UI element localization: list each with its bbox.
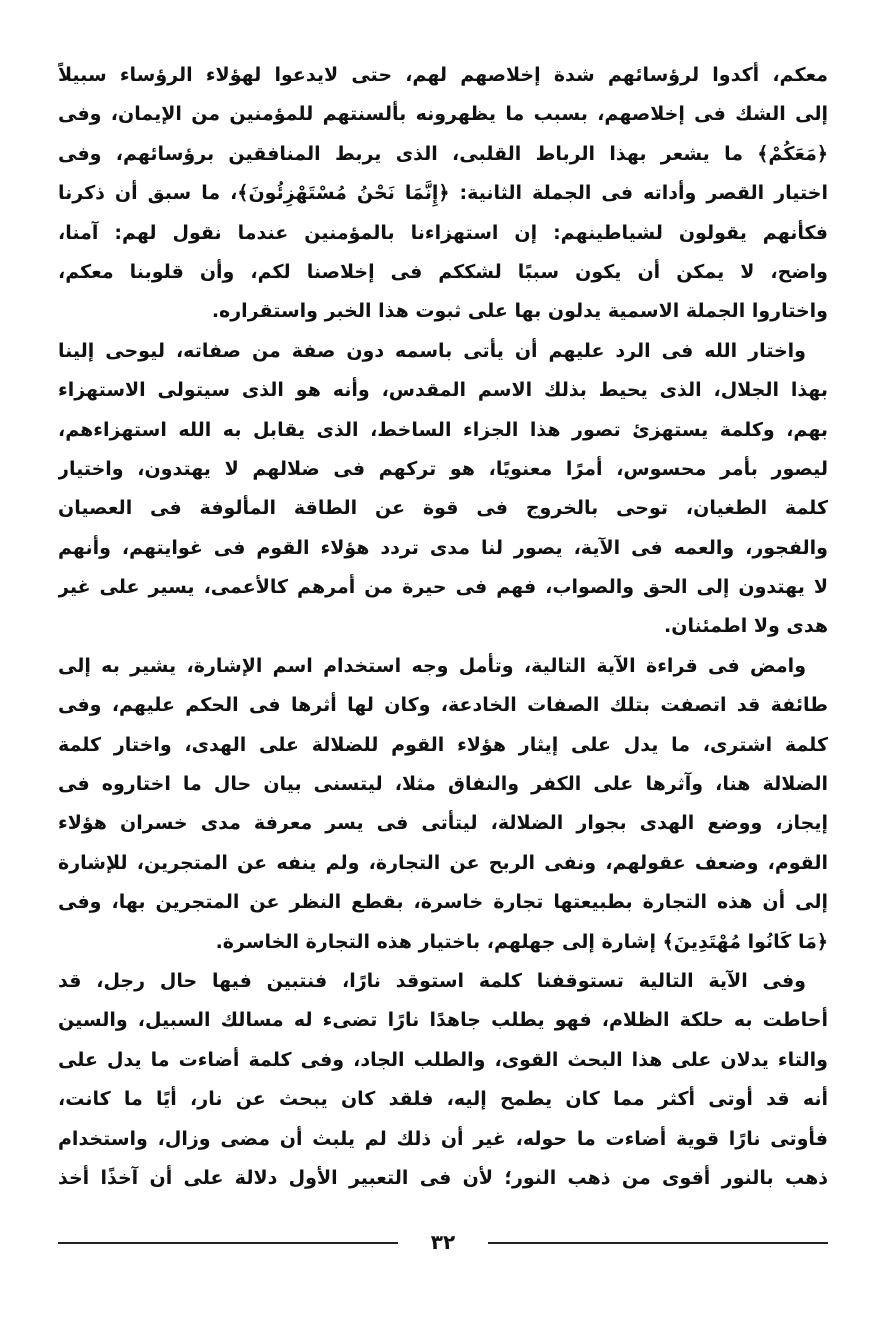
text-line: وامض فى قراءة الآية التالية، وتأمل وجه استخدام اسم الإشارة، يشير به إلى — [58, 654, 806, 677]
text-line: واضح، لا يمكن أن يكون سببًا لشككم فى إخلاصنا لكم، وأن قلوبنا معكم، — [58, 260, 828, 283]
text-line: بهذا الجلال، الذى يحيط بذلك الاسم المقدس، وأنه هو الذى سيتولى الاستهزاء — [58, 379, 828, 402]
body-text — [58, 56, 828, 1198]
text-line: إلى أن هذه التجارة بطبيعتها تجارة خاسرة، بقطع النظر عن المتجرين بها، وفى — [58, 891, 828, 914]
text-line: إلى الشك فى إخلاصهم، بسبب ما يظهرونه بألسنتهم للمؤمنين من الإيمان، وفى — [58, 103, 828, 126]
text-line: معكم، أكدوا لرؤسائهم شدة إخلاصهم لهم، حتى لايدعوا لهؤلاء الرؤساء سبيلاً — [58, 64, 828, 86]
text-line: ليصور بأمر محسوس، أمرًا معنويًا، هو تركهم فى ضلالهم لا يهتدون، واختيار — [58, 457, 828, 480]
text-line: أنه قد أوتى أكثر مما كان يطمح إليه، فلقد كان يبحث عن نار، أيًا ما كانت، — [58, 1088, 828, 1111]
text-line: بهم، وكلمة يستهزئ تصور هذا الجزاء الساخط، الذى يقابل به الله استهزاءهم، — [58, 418, 828, 441]
page-number: ٣٢ — [430, 1230, 456, 1254]
text-line: كلمة الطغيان، توحى بالخروج فى قوة عن الطاقة المألوفة فى العصيان — [58, 497, 828, 520]
page-footer — [58, 1228, 828, 1258]
text-line: كلمة اشترى، ما يدل على إيثار هؤلاء القوم للضلالة على الهدى، واختار كلمة — [58, 733, 828, 756]
text-line: لا يهتدون إلى الحق والصواب، فهم فى حيرة من أمرهم كالأعمى، يسير على غير — [58, 576, 828, 599]
text-line: ﴿مَعَكُمْ﴾ ما يشعر بهذا الرباط القلبى، الذى يربط المنافقين برؤسائهم، وفى — [58, 142, 828, 165]
text-line: القوم، وضعف عقولهم، ونفى الربح عن التجارة، ولم ينفه عن المتجرين، للإشارة — [58, 851, 828, 874]
text-line: وفى الآية التالية تستوقفنا كلمة استوقد نارًا، فنتبين فيها حال رجل، قد — [58, 969, 806, 992]
text-line: ﴿مَا كَانُوا مُهْتَدِينَ﴾ إشارة إلى جهلهم، باختيار هذه التجارة الخاسرة. — [215, 930, 828, 953]
text-line: هدى ولا اطمئنان. — [664, 615, 828, 638]
text-line: ذهب بالنور أقوى من ذهب النور؛ لأن فى التعبير الأول دلالة على أن آخذًا أخذ — [58, 1166, 828, 1189]
text-line: أحاطت به حلكة الظلام، فهو يطلب جاهدًا نارًا تضىء له مسالك السبيل، والسين — [58, 1009, 828, 1032]
text-line: طائفة قد اتصفت بتلك الصفات الخادعة، وكان لها أثرها فى الحكم عليهم، وفى — [58, 694, 828, 717]
text-line: الضلالة هنا، وآثرها على الكفر والنفاق مثلا، ليتسنى بيان حال ما اختاروه فى — [58, 773, 828, 796]
text-line: فكأنهم يقولون لشياطينهم: إن استهزاءنا بالمؤمنين عندما نقول لهم: آمنا، — [58, 221, 828, 244]
text-line: اختيار القصر وأداته فى الجملة الثانية: ﴿إِنَّمَا نَحْنُ مُسْتَهْزِئُونَ﴾، ما سبق أن ذكرنا — [58, 182, 828, 205]
text-line: إيجاز، ووضع الهدى بجوار الضلالة، ليتأتى فى يسر معرفة مدى خسران هؤلاء — [58, 812, 828, 835]
text-line: واختاروا الجملة الاسمية يدلون بها على ثبوت هذا الخبر واستقراره. — [211, 300, 828, 323]
text-line: والفجور، والعمه فى الآية، يصور لنا مدى تردد هؤلاء القوم فى غوايتهم، وأنهم — [58, 536, 828, 559]
text-line: واختار الله فى الرد عليهم أن يأتى باسمه دون صفة من صفاته، ليوحى إلينا — [58, 339, 806, 362]
text-line: والتاء يدلان على هذا البحث القوى، والطلب الجاد، وفى كلمة أضاءت ما يدل على — [58, 1048, 828, 1071]
footer-rule-left — [58, 1242, 398, 1244]
footer-rule-right — [488, 1242, 828, 1244]
text-line: فأوتى نارًا قوية أضاءت ما حوله، غير أن ذلك لم يلبث أن مضى وزال، واستخدام — [58, 1127, 828, 1150]
